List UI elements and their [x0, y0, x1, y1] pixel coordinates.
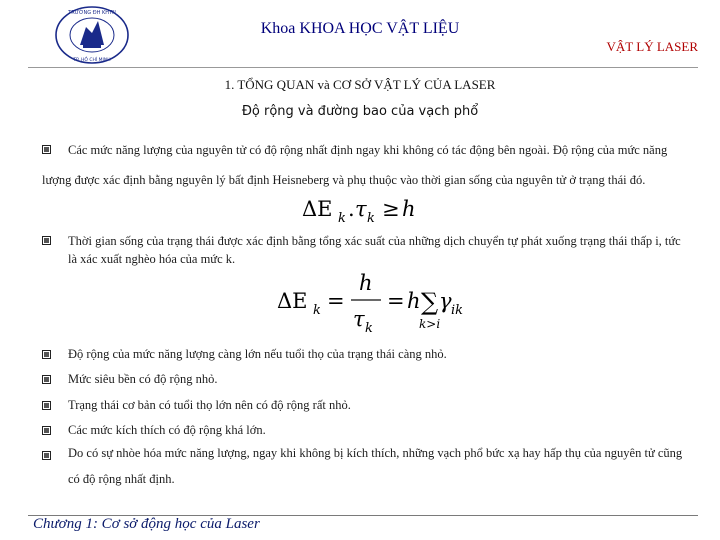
svg-text:h: h — [359, 271, 373, 295]
svg-text:h: h — [402, 197, 416, 221]
svg-text:ΔE: ΔE — [277, 289, 308, 313]
svg-text:TRƯỜNG ĐH KHTN: TRƯỜNG ĐH KHTN — [68, 10, 116, 16]
section-title: 1. TỔNG QUAN và CƠ SỞ VẬT LÝ CỦA LASER — [224, 77, 496, 92]
linewidth-equation — [275, 270, 475, 336]
svg-text:h: h — [407, 289, 421, 313]
svg-text:ik: ik — [451, 303, 464, 318]
svg-text:γ: γ — [439, 289, 452, 313]
footer-chapter-title: Chương 1: Cơ sở động học của Laser — [33, 516, 260, 532]
section-subtitle: Độ rộng và đường bao của vạch phổ — [241, 104, 479, 119]
header-divider — [28, 67, 698, 68]
svg-text:k: k — [365, 321, 373, 336]
bullet-icon — [42, 401, 51, 410]
svg-text:k>i: k>i — [419, 317, 441, 331]
department-title: Khoa KHOA HỌC VẬT LIỆU — [260, 20, 460, 37]
svg-text:∑: ∑ — [421, 288, 439, 316]
bullet-text-2: Thời gian sống của trạng thái được xác định bằng tổng xác suất của những dịch chuyển tự phát xuống trạng thái thấp i, tức là xác xuất nghèo hóa của mức k. — [68, 234, 681, 266]
bullet-text-4: Mức siêu bền có độ rộng nhỏ. — [68, 372, 218, 386]
bullet-text-5: Trạng thái cơ bản có tuổi thọ lớn nên có độ rộng rất nhỏ. — [68, 398, 351, 412]
svg-text:τ: τ — [353, 307, 365, 331]
bullet-text-6: Các mức kích thích có độ rộng khá lớn. — [68, 423, 266, 437]
svg-text:k: k — [367, 211, 375, 226]
course-title: VẬT LÝ LASER — [606, 39, 698, 54]
bullet-icon — [42, 451, 51, 460]
svg-text:ΔE: ΔE — [302, 197, 333, 221]
bullet-icon — [42, 426, 51, 435]
bullet-text-1: Các mức năng lượng của nguyên tử có độ rộng nhất định ngay khi không có tác động bên ngoài. Độ rộng của mức năng lượng được xác định bằng nguyên lý bất định Heisneberg và phụ thuộc vào thời gian sống của nguyên tử ở trạng thái đó. — [42, 143, 668, 187]
svg-text:=: = — [327, 289, 345, 313]
svg-text:TP. HỒ CHÍ MINH: TP. HỒ CHÍ MINH — [73, 58, 111, 63]
bullet-text-7: Do có sự nhòe hóa mức năng lượng, ngay khi không bị kích thích, những vạch phổ bức xạ hay hấp thụ của nguyên tử cũng có độ rộng nhất định. — [68, 446, 683, 486]
svg-text:τ: τ — [355, 197, 367, 221]
bullet-icon — [42, 350, 51, 359]
svg-text:k: k — [338, 211, 346, 226]
svg-text:≥: ≥ — [382, 197, 400, 221]
svg-text:.: . — [348, 197, 355, 221]
bullet-icon — [42, 375, 51, 384]
uncertainty-equation — [300, 196, 425, 228]
bullet-text-3: Độ rộng của mức năng lượng càng lớn nếu tuổi thọ của trạng thái càng nhỏ. — [68, 347, 447, 361]
svg-text:=: = — [387, 289, 405, 313]
svg-text:k: k — [313, 303, 321, 318]
bullet-icon — [42, 236, 51, 245]
